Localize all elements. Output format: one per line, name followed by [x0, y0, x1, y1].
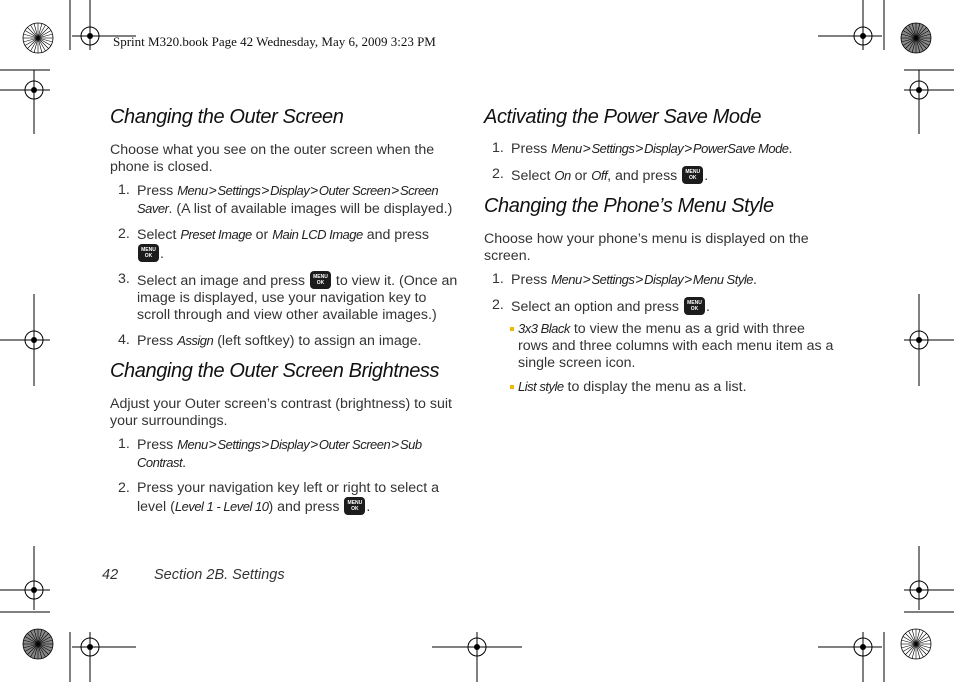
step-item: 3. Select an image and press MENU OK to view it. (Once an image is displayed, use your navigation key to scroll through and view other available images.) [118, 271, 458, 323]
intro-outer-screen: Choose what you see on the outer screen when the phone is closed. [110, 142, 435, 175]
menu-ok-key-icon: MENU OK [684, 297, 705, 315]
step-item: 4. Press Assign (left softkey) to assign an image. [118, 332, 422, 349]
step-item: 2. Select an option and press MENU OK . [492, 297, 710, 315]
intro-outer-brightness: Adjust your Outer screen’s contrast (brightness) to suit your surroundings. [110, 396, 452, 429]
menu-path: Menu>Settings>Display>Outer Screen>Screen Saver [137, 182, 439, 216]
step-item: 1. Press Menu>Settings>Display>Outer Screen>Screen Saver. (A list of available images will be displayed.) [118, 182, 453, 217]
section-name: Section 2B. Settings [154, 567, 285, 583]
option-list-style: List style [518, 379, 564, 394]
step-item: 1. Press Menu>Settings>Display>Outer Screen>Sub Contrast. [118, 436, 422, 471]
left-column [110, 104, 462, 524]
menu-path: Menu>Settings>Display>Outer Screen>Sub Contrast [137, 436, 422, 470]
step-item: 2. Select Preset Image or Main LCD Image and press MENU OK . [118, 226, 429, 262]
step-item: 2. Select On or Off, and press MENU OK . [492, 166, 709, 184]
step-item: 1. Press Menu>Settings>Display>Menu Style. [492, 271, 757, 288]
heading-outer-brightness: Changing the Outer Screen Brightness [110, 360, 440, 382]
book-slug: Sprint M320.book Page 42 Wednesday, May 6, 2009 3:23 PM [113, 34, 436, 49]
menu-ok-key-icon: MENU OK [344, 497, 365, 515]
right-column [484, 104, 834, 402]
intro-menu-style: Choose how your phone’s menu is displayed on the screen. [484, 231, 809, 264]
page-number: 42 [102, 567, 119, 583]
list-item: 3x3 Black to view the menu as a grid with three rows and three columns with each menu item as a single screen icon. [484, 320, 834, 372]
menu-ok-key-icon: MENU OK [682, 166, 703, 184]
step-item: 2. Press your navigation key left or right to select a level (Level 1 - Level 10) and press MENU OK . [118, 480, 440, 515]
steps-outer-brightness [110, 436, 462, 516]
option-on: On [554, 168, 571, 183]
menu-path: Menu>Settings>Display>PowerSave Mode [551, 140, 789, 156]
option-3x3-black: 3x3 Black [518, 321, 570, 336]
steps-outer-screen [110, 182, 462, 350]
list-item: List style to display the menu as a list. [484, 378, 834, 396]
heading-outer-screen: Changing the Outer Screen [110, 106, 344, 128]
option-off: Off [591, 168, 608, 183]
bullet-square-icon [510, 327, 514, 331]
level-range: Level 1 - Level 10 [174, 499, 269, 514]
menu-path: Menu>Settings>Display>Menu Style [551, 271, 753, 287]
menu-ok-key-icon: MENU OK [310, 271, 331, 289]
steps-menu-style [484, 271, 834, 316]
menu-ok-key-icon: MENU OK [138, 244, 159, 262]
heading-power-save: Activating the Power Save Mode [484, 106, 762, 128]
bullet-square-icon [510, 385, 514, 389]
step-item: 1. Press Menu>Settings>Display>PowerSave Mode. [492, 140, 793, 157]
option-main-lcd-image: Main LCD Image [272, 227, 363, 242]
page-footer [102, 567, 285, 583]
option-preset-image: Preset Image [180, 227, 252, 242]
heading-menu-style: Changing the Phone’s Menu Style [484, 195, 774, 217]
softkey-assign: Assign [177, 333, 214, 348]
steps-power-save [484, 140, 834, 185]
